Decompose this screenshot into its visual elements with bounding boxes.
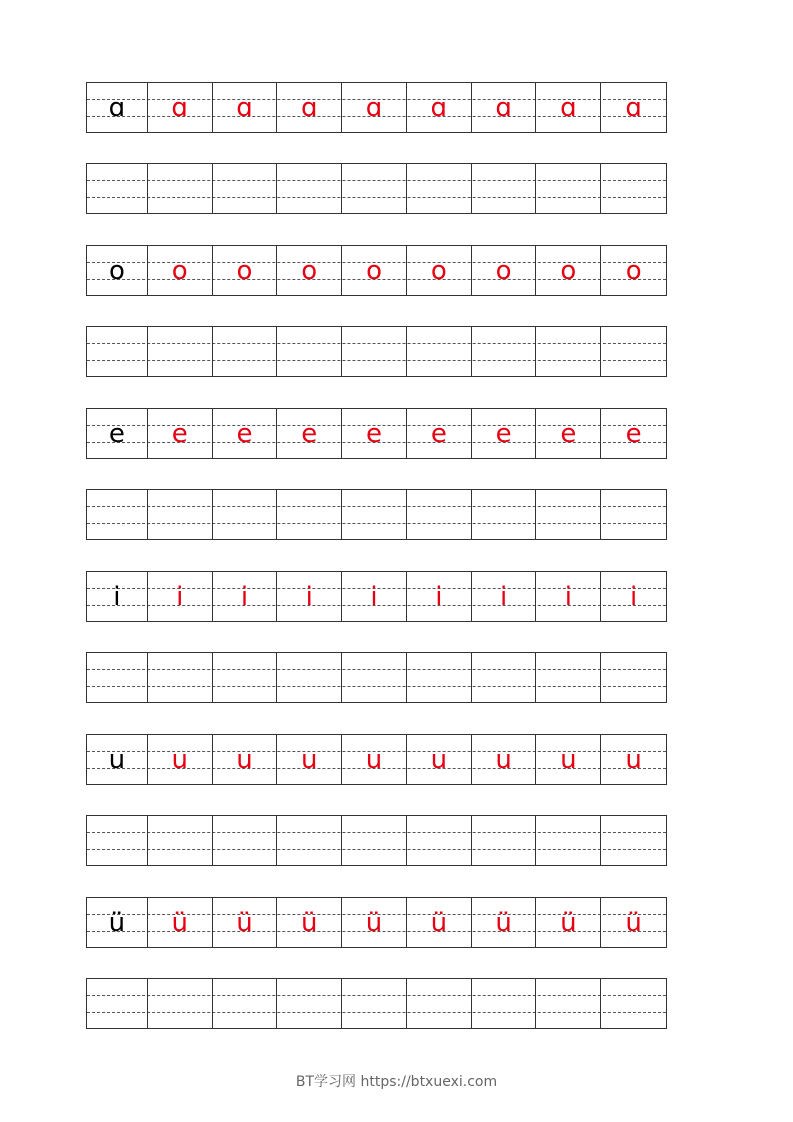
letter-row bbox=[86, 897, 667, 948]
trace-letter-cell: i bbox=[630, 581, 638, 612]
blank-practice-row bbox=[86, 978, 667, 1029]
blank-writing-cell bbox=[407, 816, 472, 865]
trace-letter-cell: u bbox=[536, 735, 601, 784]
blank-writing-cell bbox=[601, 490, 666, 539]
trace-letter-cell: o bbox=[472, 246, 537, 295]
trace-letter-cell: ü bbox=[342, 898, 407, 947]
trace-letter-cell: u bbox=[342, 735, 407, 784]
blank-writing-cell bbox=[277, 327, 342, 376]
blank-writing-cell bbox=[148, 164, 213, 213]
blank-writing-cell bbox=[472, 979, 537, 1028]
blank-writing-cell bbox=[213, 164, 278, 213]
blank-writing-cell bbox=[536, 327, 601, 376]
trace-letter-cell: i bbox=[277, 572, 342, 621]
trace-letter-cell: ü bbox=[472, 898, 537, 947]
blank-writing-cell bbox=[536, 816, 601, 865]
blank-writing-cell bbox=[536, 979, 601, 1028]
trace-letter-cell: e bbox=[342, 409, 407, 458]
trace-letter-cell: e bbox=[536, 409, 601, 458]
model-letter-cell: e bbox=[87, 409, 148, 458]
trace-letter-cell: o bbox=[277, 246, 342, 295]
letter-row bbox=[86, 571, 667, 622]
blank-writing-cell bbox=[213, 816, 278, 865]
trace-letter-cell: u bbox=[407, 735, 472, 784]
blank-writing-cell bbox=[342, 164, 407, 213]
model-letter-cell: i bbox=[87, 572, 148, 621]
blank-writing-cell bbox=[213, 979, 278, 1028]
trace-letter-cell: e bbox=[407, 409, 472, 458]
trace-letter-cell: e bbox=[277, 409, 342, 458]
letter-row bbox=[86, 408, 667, 459]
blank-practice-row bbox=[86, 815, 667, 866]
model-letter-cell: ɑ bbox=[87, 83, 148, 132]
trace-letter-cell: ɑ bbox=[213, 83, 278, 132]
trace-letter-cell: e bbox=[472, 409, 537, 458]
blank-writing-cell bbox=[407, 327, 472, 376]
trace-letter-cell: o bbox=[407, 246, 472, 295]
blank-writing-cell bbox=[472, 327, 537, 376]
trace-letter-cell: ɑ bbox=[625, 92, 642, 123]
blank-writing-cell bbox=[148, 490, 213, 539]
blank-writing-cell bbox=[277, 816, 342, 865]
blank-practice-row bbox=[86, 326, 667, 377]
trace-letter-cell: u bbox=[213, 735, 278, 784]
trace-letter-cell: o bbox=[625, 255, 642, 286]
blank-writing-cell bbox=[87, 164, 148, 213]
trace-letter-cell: ɑ bbox=[148, 83, 213, 132]
blank-writing-cell bbox=[87, 327, 148, 376]
blank-writing-cell bbox=[342, 979, 407, 1028]
blank-writing-cell bbox=[342, 327, 407, 376]
trace-letter-cell: ɑ bbox=[342, 83, 407, 132]
blank-writing-cell bbox=[148, 816, 213, 865]
trace-letter-cell: i bbox=[148, 572, 213, 621]
trace-letter-cell: ü bbox=[148, 898, 213, 947]
blank-writing-cell bbox=[472, 653, 537, 702]
blank-writing-cell bbox=[601, 327, 666, 376]
blank-writing-cell bbox=[277, 164, 342, 213]
blank-writing-cell bbox=[601, 653, 666, 702]
model-letter-cell: ü bbox=[87, 898, 148, 947]
blank-writing-cell bbox=[536, 164, 601, 213]
blank-practice-row bbox=[86, 163, 667, 214]
blank-writing-cell bbox=[472, 164, 537, 213]
trace-letter-cell: ɑ bbox=[472, 83, 537, 132]
trace-letter-cell: ɑ bbox=[277, 83, 342, 132]
blank-writing-cell bbox=[148, 653, 213, 702]
blank-writing-cell bbox=[472, 490, 537, 539]
blank-writing-cell bbox=[601, 979, 666, 1028]
trace-letter-cell: ü bbox=[277, 898, 342, 947]
trace-letter-cell: o bbox=[148, 246, 213, 295]
trace-letter-cell: u bbox=[148, 735, 213, 784]
model-letter-cell: o bbox=[87, 246, 148, 295]
blank-writing-cell bbox=[407, 490, 472, 539]
blank-writing-cell bbox=[407, 979, 472, 1028]
blank-practice-row bbox=[86, 489, 667, 540]
blank-writing-cell bbox=[87, 490, 148, 539]
blank-writing-cell bbox=[342, 490, 407, 539]
trace-letter-cell: i bbox=[536, 572, 601, 621]
blank-writing-cell bbox=[213, 327, 278, 376]
trace-letter-cell: i bbox=[342, 572, 407, 621]
trace-letter-cell: i bbox=[472, 572, 537, 621]
trace-letter-cell: o bbox=[536, 246, 601, 295]
blank-writing-cell bbox=[472, 816, 537, 865]
trace-letter-cell: ɑ bbox=[536, 83, 601, 132]
blank-writing-cell bbox=[87, 979, 148, 1028]
blank-writing-cell bbox=[277, 490, 342, 539]
trace-letter-cell: ü bbox=[407, 898, 472, 947]
blank-writing-cell bbox=[536, 490, 601, 539]
letter-row bbox=[86, 245, 667, 296]
blank-writing-cell bbox=[148, 327, 213, 376]
trace-letter-cell: ü bbox=[625, 907, 642, 938]
blank-writing-cell bbox=[342, 653, 407, 702]
blank-writing-cell bbox=[536, 653, 601, 702]
letter-row bbox=[86, 82, 667, 133]
blank-practice-row bbox=[86, 652, 667, 703]
trace-letter-cell: ü bbox=[213, 898, 278, 947]
trace-letter-cell: o bbox=[342, 246, 407, 295]
trace-letter-cell: o bbox=[213, 246, 278, 295]
trace-letter-cell: u bbox=[277, 735, 342, 784]
blank-writing-cell bbox=[342, 816, 407, 865]
blank-writing-cell bbox=[407, 653, 472, 702]
trace-letter-cell: e bbox=[213, 409, 278, 458]
trace-letter-cell: ü bbox=[536, 898, 601, 947]
footer-watermark: BT学习网 https://btxuexi.com bbox=[295, 1074, 498, 1090]
blank-writing-cell bbox=[87, 653, 148, 702]
trace-letter-cell: e bbox=[148, 409, 213, 458]
blank-writing-cell bbox=[407, 164, 472, 213]
trace-letter-cell: i bbox=[213, 572, 278, 621]
blank-writing-cell bbox=[87, 816, 148, 865]
blank-writing-cell bbox=[601, 164, 666, 213]
blank-writing-cell bbox=[277, 979, 342, 1028]
trace-letter-cell: i bbox=[407, 572, 472, 621]
trace-letter-cell: ɑ bbox=[407, 83, 472, 132]
blank-writing-cell bbox=[213, 490, 278, 539]
blank-writing-cell bbox=[277, 653, 342, 702]
trace-letter-cell: e bbox=[625, 418, 642, 449]
letter-row bbox=[86, 734, 667, 785]
trace-letter-cell: u bbox=[472, 735, 537, 784]
blank-writing-cell bbox=[601, 816, 666, 865]
trace-letter-cell: u bbox=[625, 744, 642, 775]
blank-writing-cell bbox=[213, 653, 278, 702]
blank-writing-cell bbox=[148, 979, 213, 1028]
model-letter-cell: u bbox=[87, 735, 148, 784]
